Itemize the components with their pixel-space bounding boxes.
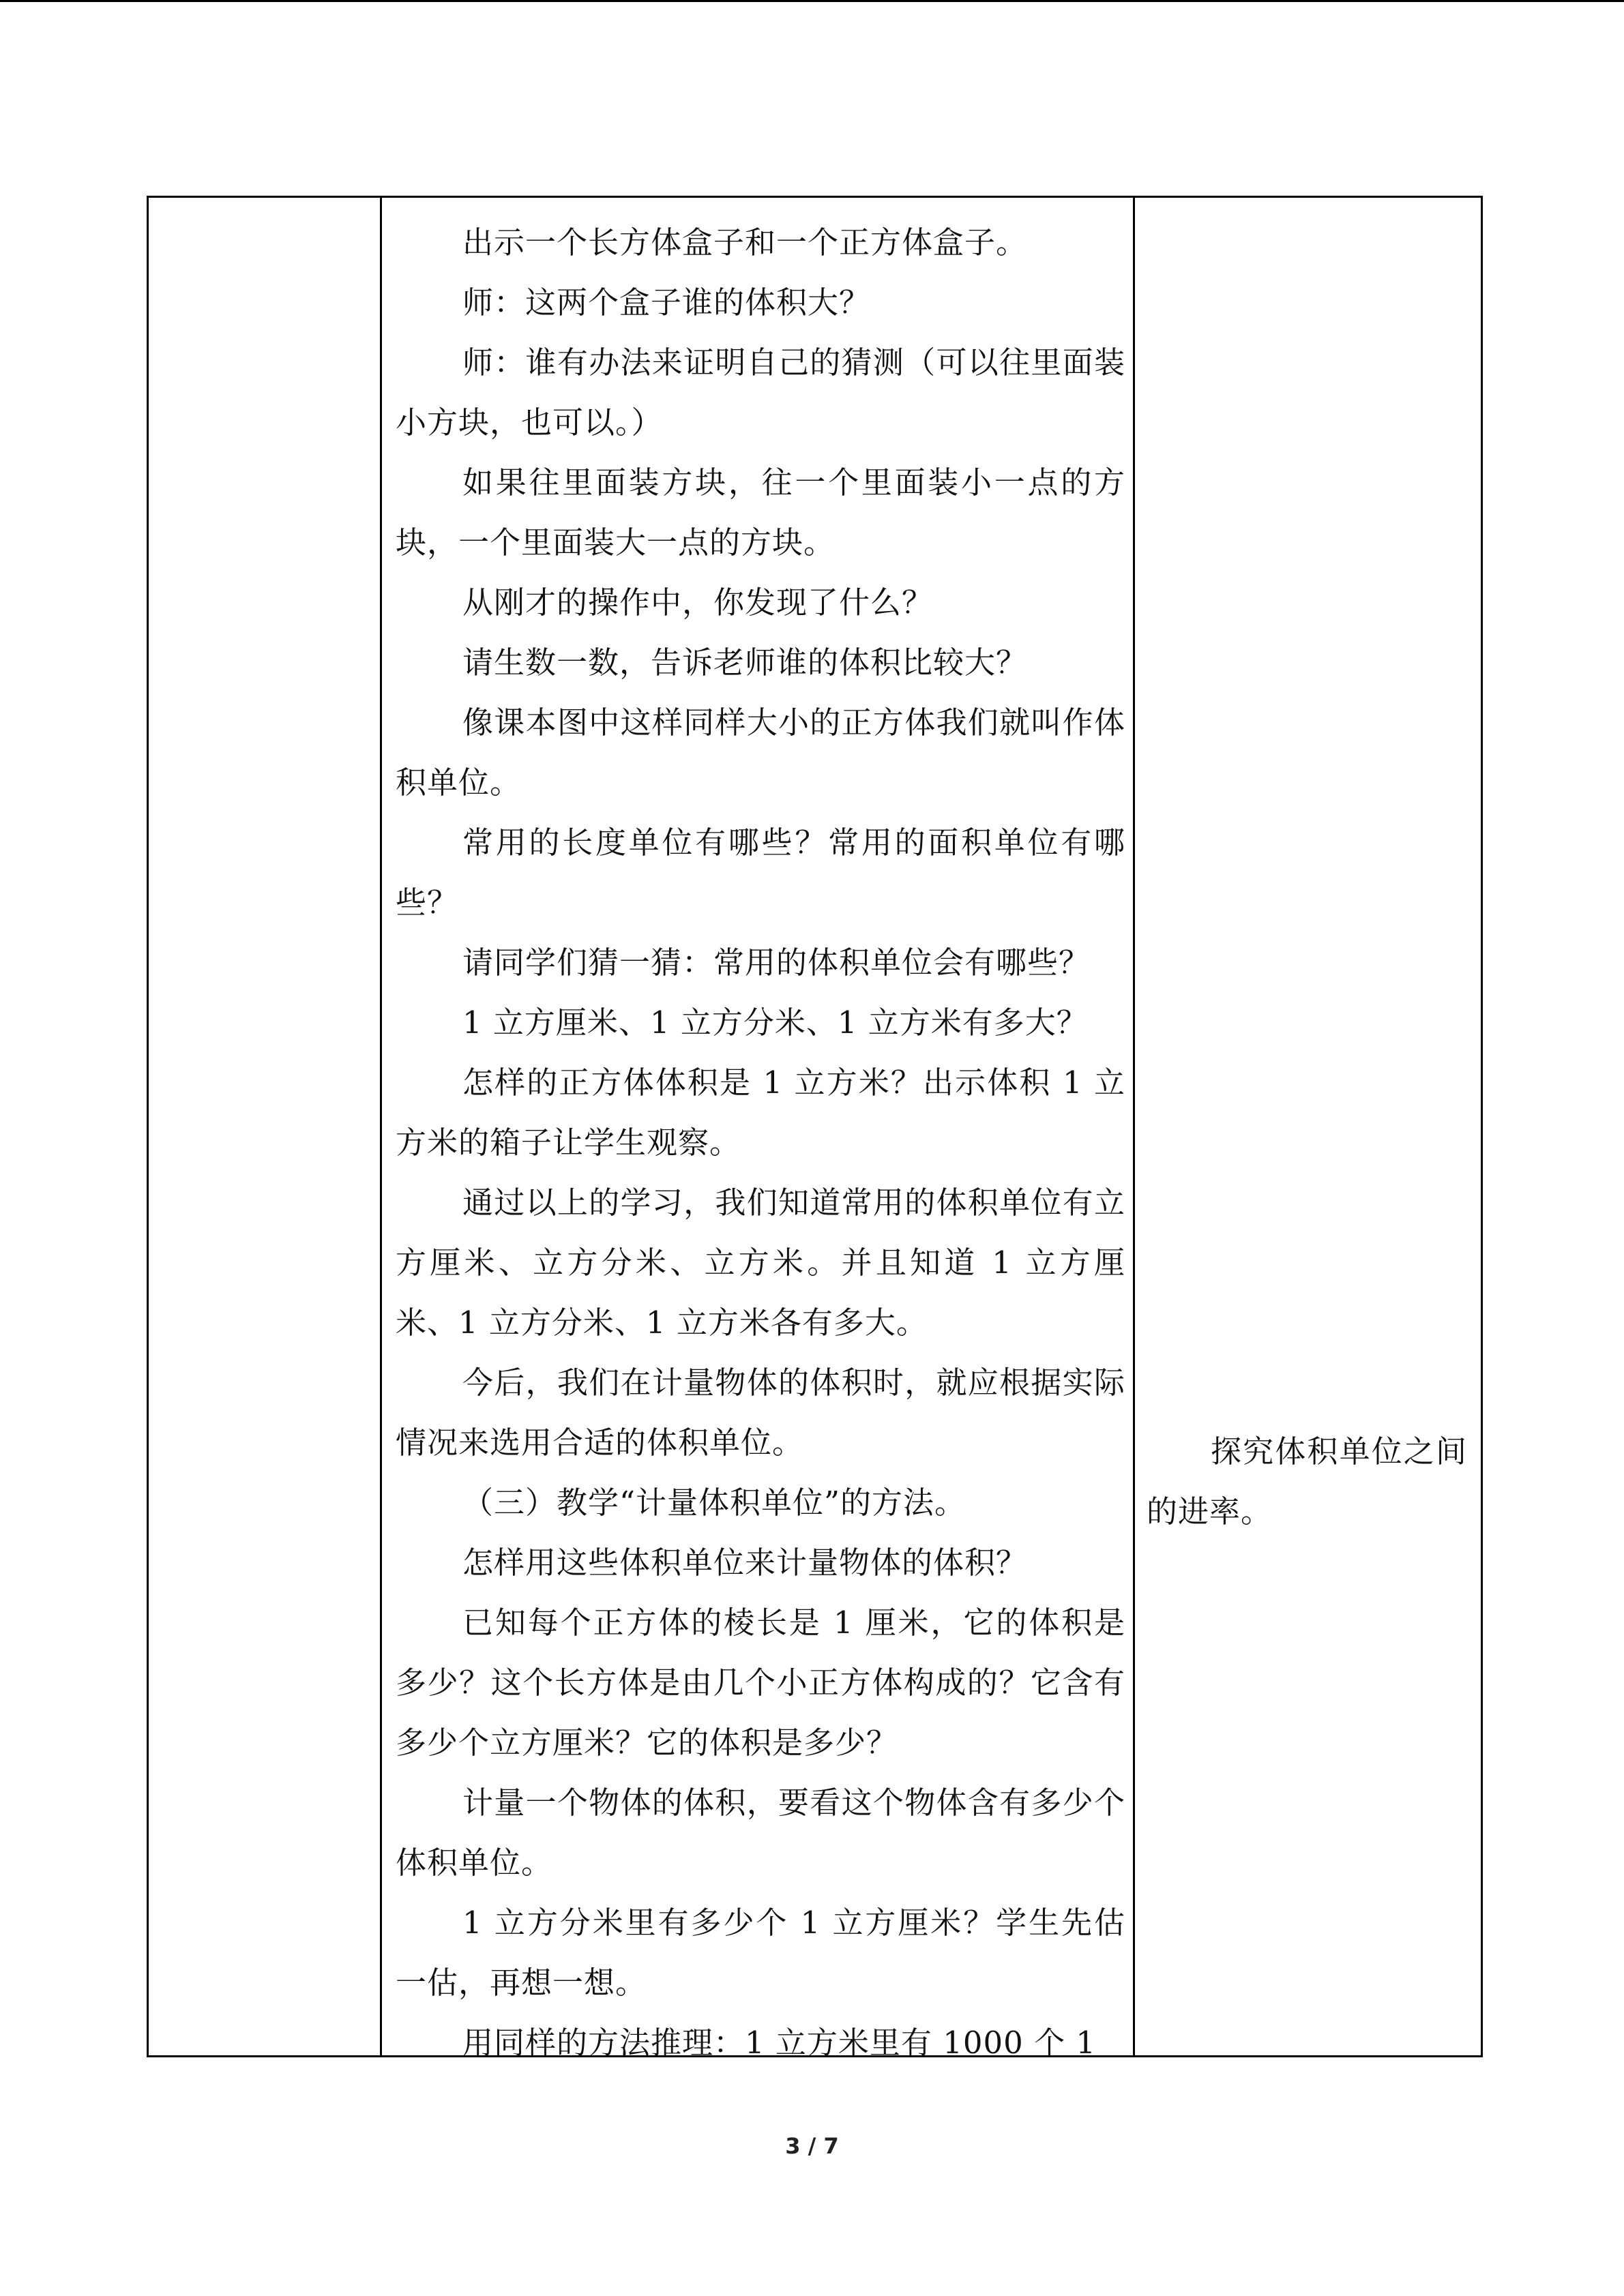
process-paragraph: 怎样的正方体体积是 1 立方米？出示体积 1 立方米的箱子让学生观察。 <box>396 1064 1125 1161</box>
process-paragraph: 师：谁有办法来证明自己的猜测（可以往里面装小方块，也可以。） <box>396 344 1125 441</box>
process-paragraph: 像课本图中这样同样大小的正方体我们就叫作体积单位。 <box>396 704 1125 801</box>
top-border-line <box>0 0 1624 2</box>
page-number: 3 / 7 <box>785 2133 839 2159</box>
process-paragraph: 已知每个正方体的棱长是 1 厘米，它的体积是多少？这个长方体是由几个小正方体构成的？它含有多少个立方厘米？它的体积是多少？ <box>396 1605 1125 1761</box>
process-paragraph: 1 立方分米里有多少个 1 立方厘米？学生先估一估，再想一想。 <box>396 1905 1125 2001</box>
column-divider-left <box>380 198 382 2055</box>
process-paragraph: 常用的长度单位有哪些？常用的面积单位有哪些？ <box>396 824 1125 921</box>
lesson-plan-table <box>147 196 1483 2061</box>
design-intent-text: 探究体积单位之间的进率。 <box>1147 1433 1467 1530</box>
teaching-process-cell <box>396 213 1125 2073</box>
process-paragraph: 1 立方厘米、1 立方分米、1 立方米有多大？ <box>462 1004 1088 1041</box>
process-paragraph: 计量一个物体的体积，要看这个物体含有多少个体积单位。 <box>396 1785 1125 1881</box>
process-paragraph: 通过以上的学习，我们知道常用的体积单位有立方厘米、立方分米、立方米。并且知道 1 立方厘米、1 立方分米、1 立方米各有多大。 <box>396 1184 1125 1341</box>
process-paragraph: 怎样用这些体积单位来计量物体的体积？ <box>462 1545 1028 1581</box>
process-paragraph: 师：这两个盒子谁的体积大？ <box>462 284 871 320</box>
process-paragraph: 用同样的方法推理：1 立方米里有 1000 个 1 <box>462 2025 1097 2061</box>
section-heading: （三）教学“计量体积单位”的方法。 <box>462 1485 966 1521</box>
column-divider-right <box>1133 198 1135 2055</box>
process-paragraph: 出示一个长方体盒子和一个正方体盒子。 <box>462 224 1028 260</box>
process-paragraph: 请同学们猜一猜：常用的体积单位会有哪些？ <box>462 944 1091 981</box>
process-paragraph: 如果往里面装方块，往一个里面装小一点的方块，一个里面装大一点的方块。 <box>396 464 1125 561</box>
process-paragraph: 请生数一数，告诉老师谁的体积比较大？ <box>462 644 1028 681</box>
process-paragraph: 从刚才的操作中，你发现了什么？ <box>462 584 934 621</box>
design-intent-cell <box>1147 1422 1467 1542</box>
process-paragraph: 今后，我们在计量物体的体积时，就应根据实际情况来选用合适的体积单位。 <box>396 1365 1125 1461</box>
